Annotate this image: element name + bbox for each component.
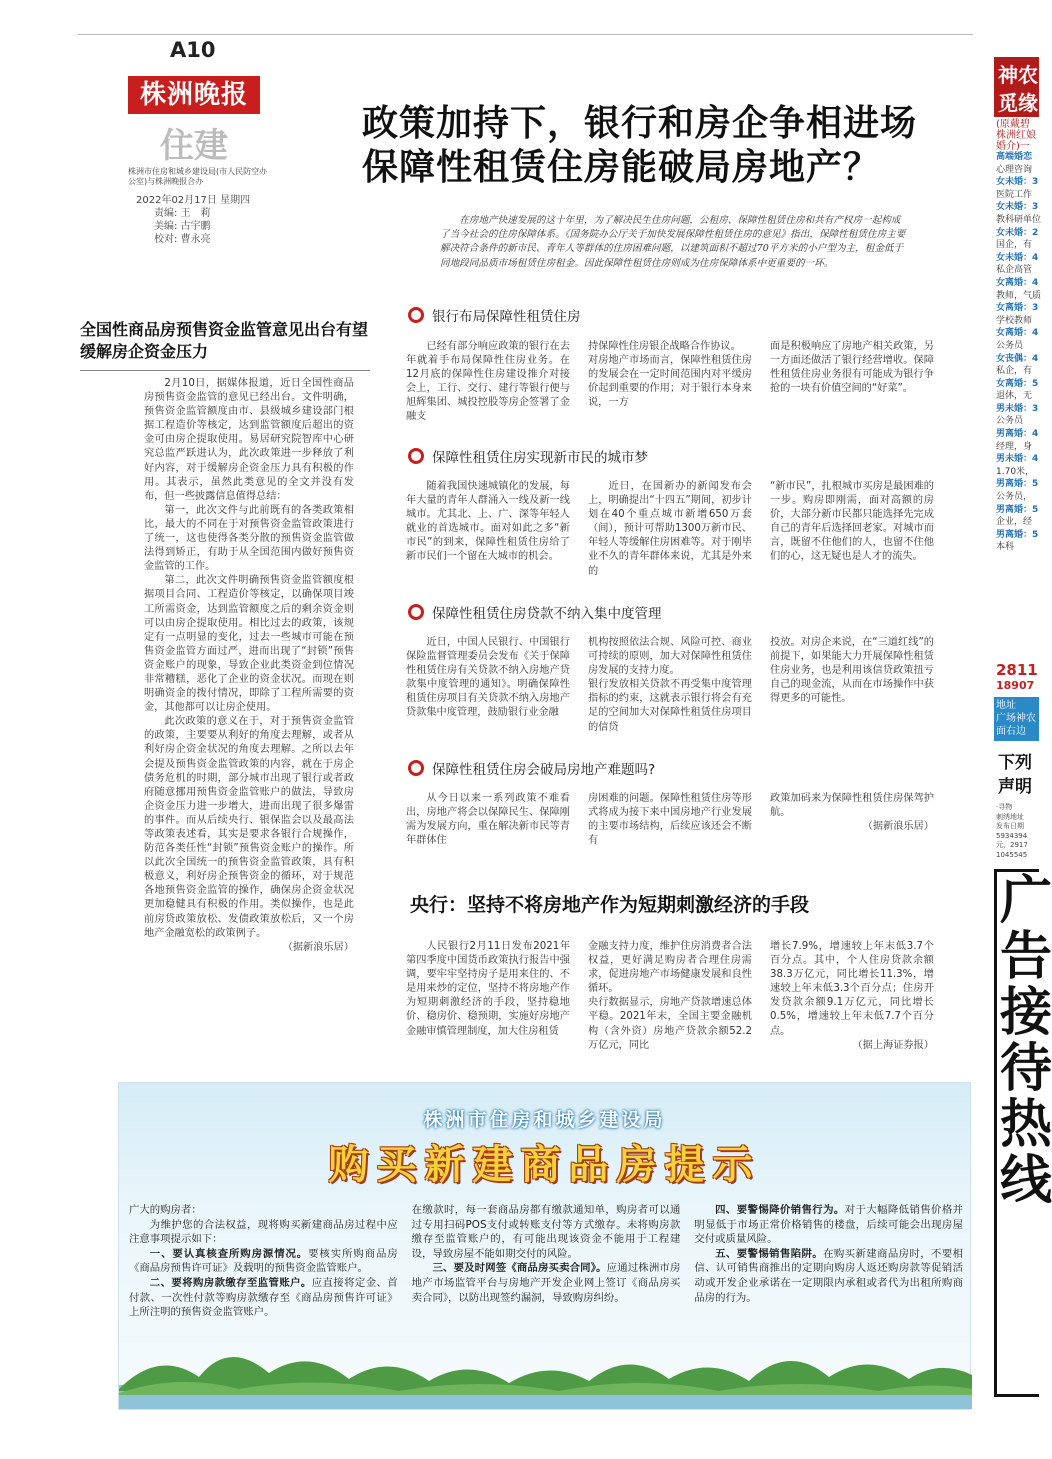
issue-meta (136, 194, 250, 246)
ad-heading: 男离婚：5 (996, 479, 1039, 490)
headline-line-2: 保障性租赁住房能破局房地产？ (362, 147, 881, 188)
greeting: 广大的购房者： (129, 1204, 202, 1216)
subheading (408, 602, 662, 622)
banner-title: 购买新建商品房提示 (328, 1142, 761, 1188)
strip-sub-line: 婚介)一 (996, 141, 1030, 152)
ad-detail: 1.70米， (996, 466, 1035, 477)
paragraph (694, 1203, 963, 1247)
ad-heading: 女离婚：5 (996, 378, 1039, 389)
big-char: 热 (1000, 1095, 1052, 1155)
subheading (408, 446, 648, 466)
declaration-body-line: 5934394 (996, 831, 1028, 840)
address-line: 面右边 (996, 726, 1026, 737)
paragraph: 在缴款时，每一套商品房都有缴款通知单，购房者可以通过专用扫码POS支付或转账支付等方式缴存。未将购房款缴存至监管账户的，有可能出现该资金不能用于工程建设，导致房屋不能如期交付的风险。 (411, 1204, 681, 1260)
ad-detail: 经理，身 (996, 441, 1033, 452)
banner-column (412, 1203, 681, 1320)
column-text: 房困难的问题。保障性租赁住房等形式将成为接下来中国房地产行业发展的主要市场结构，后续应该还会不断有 (588, 793, 752, 847)
left-title-rule (80, 370, 370, 371)
ad-detail: 企业，经 (996, 517, 1033, 528)
page-number: A10 (170, 38, 216, 62)
headline-line-1: 政策加持下，银行和房企争相进场 (362, 103, 918, 144)
paragraph (129, 1247, 398, 1276)
declaration-line: 下列 (998, 753, 1032, 773)
section-columns (406, 480, 934, 579)
banner-column (694, 1203, 963, 1320)
subheading-text: 银行布局保障性租赁住房 (432, 309, 581, 325)
declaration-body-line: 刺绣地址 (996, 812, 1024, 821)
paragraph: 为维护您的合法权益，现将购买新建商品房过程中应注意事项提示如下： (129, 1218, 398, 1246)
article-source: （据上海证券报） (852, 1039, 934, 1051)
address-line: 广场神农 (996, 713, 1036, 724)
ad-heading: 女离婚：4 (996, 277, 1039, 288)
header-rule (78, 34, 973, 35)
ad-heading: 男离婚：4 (996, 429, 1039, 440)
column-text: 持保障性住房银企战略合作协议。 对房地产市场而言，保障性租赁住房的发展会在一定时间范围内对平缓房价起到重要的作用；对于银行本身来说，一方 (588, 341, 752, 409)
column-text: “新市民”，扎根城市买房是最困难的一步。购房即刚需，面对高额的房价，大部分新市民都只能选择先完成自己的青年后选择回老家。对城市而言，既留不住他们的人，也留不住他们的心，这无疑也是人才的流失。 (770, 481, 934, 563)
bullet-ring-icon (408, 760, 424, 776)
paragraph-text: 对于大幅降低销售价格并明显低于市场正常价格销售的楼盘，后续可能会出现房屋交付或质量风险。 (694, 1204, 964, 1246)
section-name: 住建 (160, 126, 228, 166)
landscape-illustration (119, 1329, 972, 1409)
ad-heading: 女丧偶：4 (996, 353, 1039, 364)
bullet-ring-icon (408, 604, 424, 620)
declaration-body-line: 发布日期 (996, 822, 1024, 830)
left-article-body (144, 377, 354, 955)
banner-columns (129, 1203, 963, 1320)
declaration-line: 声明 (998, 777, 1032, 797)
bullet-ring-icon (408, 448, 424, 464)
newspaper-logo: 株洲晚报 (128, 76, 260, 114)
ad-detail: 国企，有 (996, 240, 1033, 251)
declaration-body-line: ·寻物 (996, 803, 1013, 811)
main-headline (362, 102, 917, 190)
ad-heading: 男未婚：4 (996, 454, 1039, 465)
subheading-text: 保障性租赁住房贷款不纳入集中度管理 (432, 606, 662, 622)
declaration-heading (998, 751, 1032, 799)
paragraph-lead: 一、要认真核查所购房源情况。 (149, 1247, 309, 1260)
ad-detail: 教师，气质 (996, 290, 1042, 301)
paragraph (412, 1261, 681, 1305)
ad-detail: 私企，有 (996, 366, 1033, 377)
declaration-body-line: 元，2917 (996, 841, 1028, 849)
column-text: 近日，在国新办的新闻发布会上，明确提出“十四五”期间，初步计划在40个重点城市新增650万套（间），预计可帮助1300万新市民、年轻人等缓解住房困难等。对于刚毕业不久的青年群体来说，尤其是外来的 (588, 481, 752, 577)
column-text: 从今日以来一系列政策不难看出，房地产将会以保障民生、保障刚需为发展方向，重在解决新市民等青年群体住 (406, 793, 570, 847)
declaration-body-line: 1045545 (996, 850, 1028, 859)
column-text: 金融支持力度，维护住房消费者合法权益，更好满足购房者合理住房需求，促进房地产市场健康发展和良性循环。 央行数据显示，房地产贷款增速总体平稳。2021年末，全国主要金融机构（含外资）房地产贷款余额52.2万亿元，同比 (588, 941, 752, 1051)
strip-header-line: 觅缘 (998, 91, 1038, 115)
big-char: 告 (1000, 927, 1052, 987)
paragraph (694, 1247, 963, 1305)
column-text-part: 增长7.9%，增速较上年末低3.7个百分点。其中，个人住房贷款余额38.3万亿元，同比增长11.3%，增速较上年末低3.3个百分点；住房开发贷款余额9.1万亿元，同比增长0.5%，增速较上年末低7.7个百分点。 (770, 941, 934, 1037)
paragraph-text: 在购买新建商品房时，不要相信、认可销售商推出的定期向购房人返还购房款等促销活动或开发企业承诺在一定期限内承租或者代为出租所购商品房的行为。 (694, 1247, 964, 1304)
paragraph: 第一，此次文件与此前既有的各类政策相比，最大的不同在于对预售资金监管政策进行了统一，这也使得各类分散的预售资金监管做法得到矫正，有助于从全国范围内做好预售资金监管的工作。 (144, 504, 354, 573)
ad-detail: 私企高管 (996, 265, 1033, 276)
article-source: （据新浪乐居） (862, 821, 934, 833)
banner-column (129, 1203, 398, 1320)
strip-sub (996, 119, 1036, 152)
column-text (770, 792, 934, 848)
article-source: （据新浪乐居） (282, 941, 354, 953)
ad-detail: 学校教师 (996, 315, 1033, 326)
ad-detail: 教科研单位 (996, 214, 1042, 225)
address-line: 地址 (996, 700, 1016, 711)
section-columns (406, 792, 934, 848)
paragraph-text: 应通过株洲市房地产市场监管平台与房地产开发企业网上签订《商品房买卖合同》，以防出现签约漏洞，导致购房纠纷。 (411, 1262, 681, 1304)
paragraph-lead: 五、要警惕销售陷阱。 (715, 1247, 824, 1260)
big-char: 广 (1000, 871, 1052, 931)
strip-sub-line: (原戴碧 (996, 119, 1030, 130)
strip-header-line: 神农 (998, 63, 1038, 87)
adjacent-page-strip (994, 57, 1052, 1397)
ad-heading: 男离婚：5 (996, 504, 1039, 515)
subheading-text: 保障性租赁住房实现新市民的城市梦 (432, 450, 648, 466)
section-columns (406, 340, 934, 425)
paragraph (129, 1276, 398, 1320)
ad-detail: 医院工作 (996, 189, 1033, 200)
ad-heading: 女未婚：3 (996, 202, 1039, 213)
ad-heading: 男未婚：3 (996, 403, 1039, 414)
column-text: 随着我国快速城镇化的发展，每年大量的青年人群涌入一线及新一线城市。尤其北、上、广、深等年轻人就业的首选城市。面对如此之多“新市民”的到来，保障性租赁住房给了新市民们一个留在大城市的机会。 (406, 481, 570, 563)
ad-heading: 女未婚：3 (996, 177, 1039, 188)
ad-detail: 公务员 (996, 416, 1024, 427)
editor: 责编: 王 莉 (154, 208, 211, 219)
big-char: 线 (1000, 1151, 1052, 1211)
ad-detail: 本科 (996, 542, 1015, 553)
issue-date: 2022年02月17日 星期四 (136, 195, 251, 206)
notice-banner (118, 1082, 971, 1410)
subheading-text: 保障性租赁住房会破局房地产难题吗? (432, 762, 656, 778)
paragraph: 第二，此次文件明确预售资金监管额度根据项目合同、工程造价等核定，以确保项目竣工所需资金，达到监管额度之后的剩余资金则可以由房企提取使用。相比过去的政策，该规定有一点明显的变化，过去一些城市可能在预售资金监管方面过严，进而出现了“封锁”预售资金账户的现象，导致企业此类资金到位情况非常糟糕，恶化了企业的资金状况。而现在则明确资金的拨付情况，即除了工程所需要的资金，其他都可以让房企使用。 (144, 575, 354, 714)
column-text: 人民银行2月11日发布2021年第四季度中国货币政策执行报告中强调，要牢牢坚持房子是用来住的、不是用来炒的定位，坚持不将房地产作为短期刺激经济的手段，坚持稳地价、稳房价、稳预期，实施好房地产金融审慎管理制度，加大住房租赁 (406, 941, 570, 1037)
column-text: 面是积极响应了房地产相关政策，另一方面还做活了银行经营增收。保障性租赁住房业务很有可能成为银行争抢的一块有价值空间的“好菜”。 (770, 341, 934, 395)
mobile-number: 18907 (996, 679, 1035, 692)
address-box (994, 697, 1039, 741)
ad-heading: 高端婚恋 (996, 152, 1033, 162)
paragraph-lead: 四、要警惕降价销售行为。 (715, 1204, 845, 1216)
paragraph-text: 应直接将定金、首付款、一次性付款等购房款缴存至《商品房预售许可证》上所注明的预售资金监管账户。 (129, 1276, 398, 1319)
ad-detail: 公务员 (996, 340, 1024, 351)
subheading (408, 758, 655, 778)
paragraph-text: 要核实所购商品房《商品房预售许可证》及载明的预售资金监管账户。 (129, 1247, 398, 1275)
second-article-title: 央行：坚持不将房地产作为短期刺激经济的手段 (410, 894, 810, 916)
bullet-ring-icon (408, 307, 424, 323)
ad-detail: 公务员， (996, 492, 1033, 503)
paragraph-lead: 二、要将购房款缴存至监管账户。 (149, 1276, 312, 1289)
column-text: 近日，中国人民银行、中国银行保险监督管理委员会发布《关于保障性租赁住房有关贷款不纳入房地产贷款集中度管理的通知》。明确保障性租赁住房项目有关贷款不纳入房地产贷款集中度管理，鼓励银行业金融 (406, 637, 570, 719)
column-text: 投放。对房企来说，在“三道红线”的前提下，如果能大力开展保障性租赁住房业务，也是利用该信贷政策扭亏自己的现金流，从而在市场操作中获得更多的可能性。 (770, 637, 934, 705)
big-char: 待 (1000, 1039, 1052, 1099)
ad-heading: 男离婚：5 (996, 529, 1039, 540)
strip-sub-line: 株洲红娘 (996, 130, 1036, 141)
big-char: 接 (1000, 983, 1052, 1043)
hotline-number: 2811 (996, 661, 1038, 679)
organizers: 株洲市住房和城乡建设局(市人民防空办公室)与株洲晚报合办 (128, 167, 268, 186)
ad-heading: 女离婚：3 (996, 303, 1039, 314)
ad-detail: 心理咨询 (996, 164, 1033, 175)
paragraph-lead: 三、要及时网签《商品房买卖合同》。 (432, 1262, 607, 1275)
column-text (770, 940, 934, 1053)
subheading (408, 305, 581, 325)
column-text-part: 政策加码来为保障性租赁住房保驾护航。 (770, 793, 934, 819)
ad-heading: 女未婚：2 (996, 227, 1039, 238)
ad-detail: 退休，无 (996, 391, 1033, 402)
second-article-columns (406, 940, 934, 1053)
paragraph: 此次政策的意义在于，对于预售资金监管的政策，主要要从利好的角度去理解，或者从利好房企资金状况的角度去理解。之所以去年会提及预售资金监管政策的内容，就在于房企债务危机的时期，部分城市出现了银行或者政府随意挪用预售资金监管账户的做法，导致房企资金压力进一步增大，进而出现了很多爆雷的事件。而从后续央行、银保监会以及最高法等政策表述看，其实是要求各银行合规操作，防范各类任性“封锁”预售资金账户的操作。所以此次全国统一的预售资金监管政策，具有积极意义，利好房企预售资金的循环，对于规范各地预售资金监管的操作，确保房企资金状况更加稳健具有积极的作用。类似操作，也是此前房贷政策放松、发债政策放松后，又一个房地产金融宽松的政策例子。 (144, 716, 354, 939)
paragraph: 2月10日，据媒体报道，近日全国性商品房预售资金监管的意见已经出台。文件明确，预售资金监管额度由市、县级城乡建设部门根据工程造价等核定，达到监管额度后超出的资金可由房企提取使用。易居研究院智库中心研究总监严跃进认为，此次政策进一步释放了利好内容，对于缓解房企资金压力具有积极的作用。其表示，虽然此类意见的全文并没有发布，但一些披露信息值得总结： (144, 378, 354, 502)
column-text: 机构按照依法合规、风险可控、商业可持续的原则，加大对保障性租赁住房发展的支持力度。 银行发放相关贷款不再受集中度管理指标的约束，这就表示银行将会有充足的空间加大对保障性租赁住房项目的信贷 (588, 637, 752, 733)
section-columns (406, 636, 934, 735)
ad-hotline-text (1000, 871, 1052, 1211)
designer: 美编: 古宇鹏 (154, 221, 211, 232)
strip-header (994, 57, 1039, 117)
left-article-title: 全国性商品房预售资金监管意见出台有望缓解房企资金压力 (80, 320, 369, 361)
proofreader: 校对: 曹永亮 (154, 234, 211, 245)
classified-ads (996, 151, 1042, 554)
column-text: 已经有部分响应政策的银行在去年就着手布局保障性住房业务。在12月底的保障性住房建设推介对接会上，工行、交行、建行等银行便与旭辉集团、城投控股等房企签署了金融支 (406, 341, 570, 423)
ad-heading: 女未婚：4 (996, 252, 1039, 263)
main-article-intro: 在房地产快速发展的这十年里，为了解决民生住房问题，公租房、保障性租赁住房和共有产权房一起构成了当今社会的住房保障体系。《国务院办公厅关于加快发展保障性租赁住房的意见》指出，保障性租赁住房主要解决符合条件的新市民、青年人等群体的住房困难问题，以建筑面积不超过70平方米的小户型为主，租金低于同地段同品质市场租赁住房租金。因此保障性租赁住房则成为住房保障体系中更重要的一环。 (440, 215, 906, 269)
tree-line (119, 1357, 972, 1391)
declaration-body (996, 803, 1039, 860)
ad-heading: 女离婚：4 (996, 328, 1039, 339)
banner-org: 株洲市住房和城乡建设局 (423, 1109, 666, 1131)
